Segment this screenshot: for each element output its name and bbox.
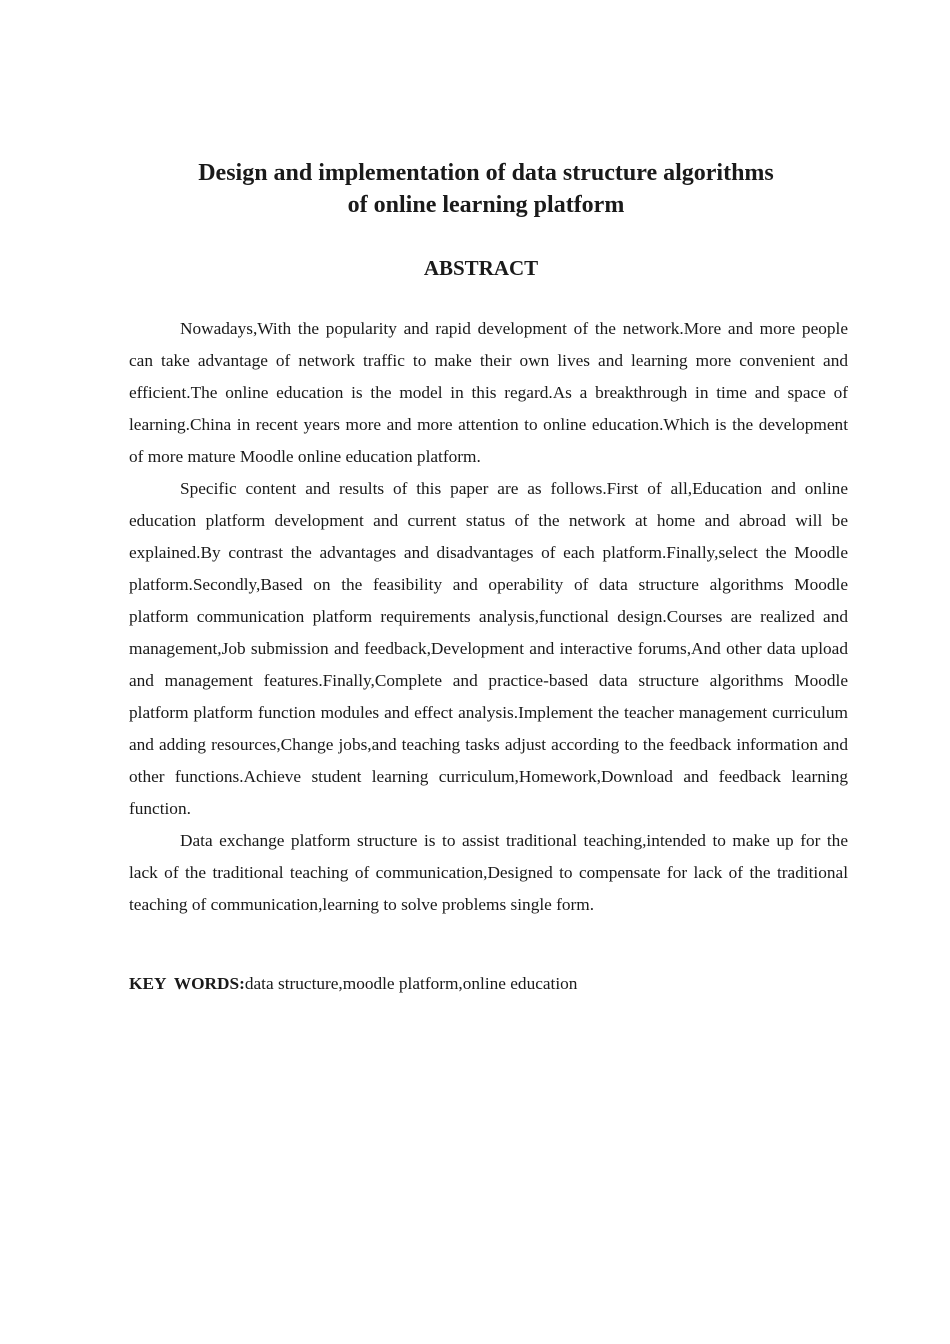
paper-title [0, 157, 950, 221]
abstract-paragraph-2: Specific content and results of this paper are as follows.First of all,Education and online education platform development and current status of the network at home and abroad will be explained.By contrast the advantages and disadvantages of each platform.Finally,select the Moodle platform.Secondly,Based on the feasibility and operability of data structure algorithms Moodle platform communication platform requirements analysis,functional design.Courses are realized and management,Job submission and feedback,Development and interactive forums,And other data upload and management features.Finally,Complete and practice-based data structure algorithms Moodle platform platform function modules and effect analysis.Implement the teacher management curriculum and adding resources,Change jobs,and teaching tasks adjust according to the feedback information and other functions.Achieve student learning curriculum,Homework,Download and feedback learning function. [129, 479, 848, 818]
abstract-paragraph-3: Data exchange platform structure is to assist traditional teaching,intended to make up for the lack of the traditional teaching of communication,Designed to compensate for lack of the traditional teaching of communication,learning to solve problems single form. [129, 831, 848, 914]
paper-title-line-2: of online learning platform [347, 192, 625, 218]
paper-title-line-1: Design and implementation of data structure algorithms [198, 160, 774, 186]
keywords-line [129, 970, 848, 998]
abstract-heading: ABSTRACT [423, 256, 539, 280]
keywords-text: data structure,moodle platform,online education [244, 974, 578, 993]
keywords-label: KEY WORDS: [129, 974, 245, 993]
abstract-body [129, 313, 848, 921]
abstract-paragraph-1: Nowadays,With the popularity and rapid development of the network.More and more people can take advantage of network traffic to make their own lives and learning more convenient and efficient.The online education is the model in this regard.As a breakthrough in time and space of learning.China in recent years more and more attention to online education.Which is the development of more mature Moodle online education platform. [129, 319, 848, 466]
